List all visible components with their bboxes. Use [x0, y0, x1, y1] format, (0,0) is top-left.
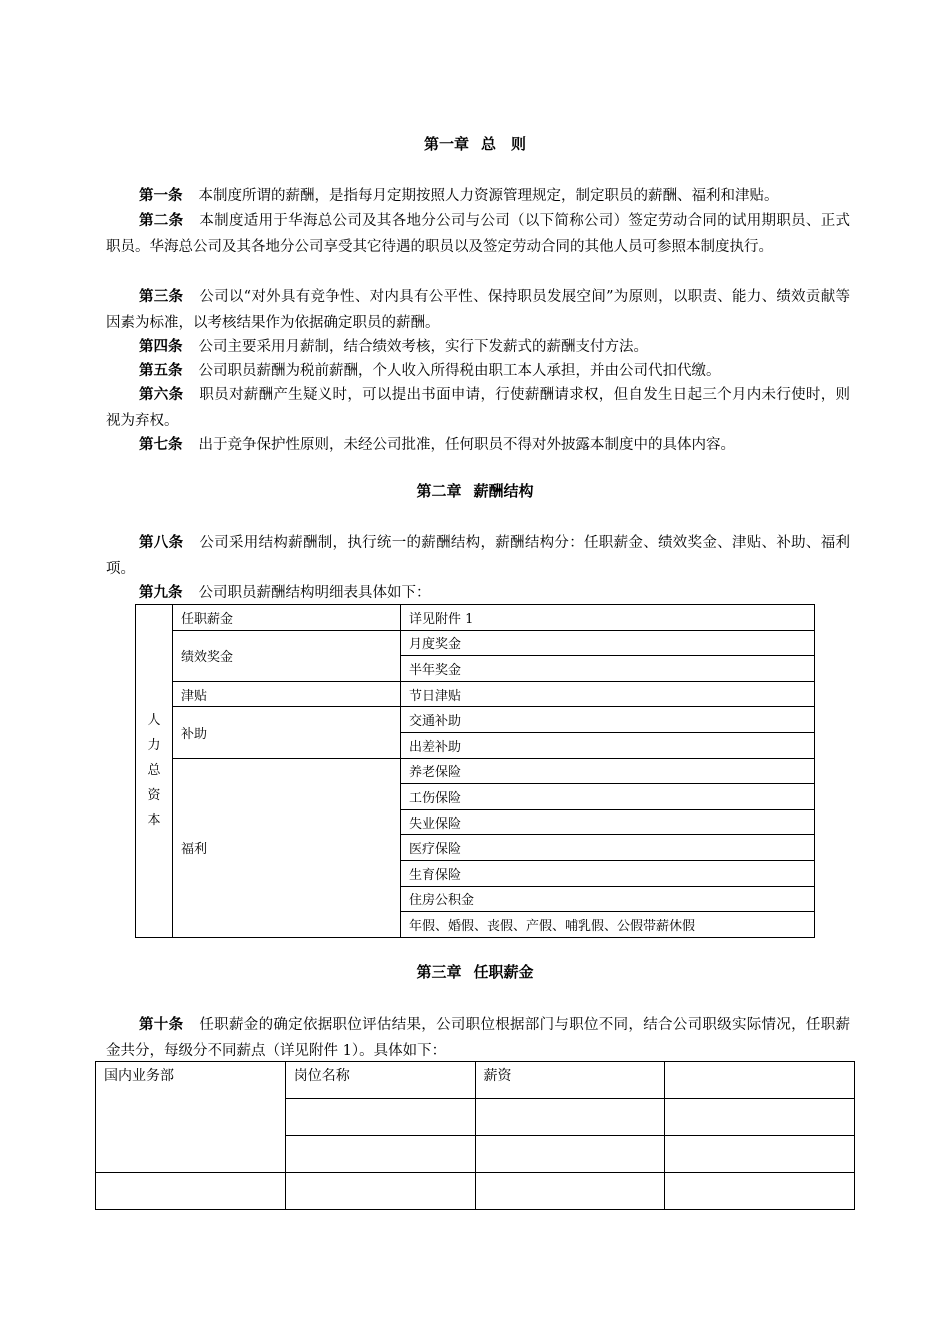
- category-cell: 补助: [173, 707, 401, 758]
- item-cell: 生育保险: [401, 860, 815, 886]
- table-cell: [665, 1099, 855, 1136]
- table-cell: [285, 1136, 475, 1173]
- salary-grade-table: [95, 1061, 855, 1210]
- salary-header: 薪资: [475, 1062, 665, 1099]
- item-cell: 失业保险: [401, 809, 815, 835]
- table-row: [136, 605, 815, 631]
- article-7: 第七条 出于竞争保护性原则，未经公司批准，任何职员不得对外披露本制度中的具体内容。: [139, 436, 735, 453]
- salary-structure-table: [135, 604, 815, 938]
- item-cell: 出差补助: [401, 732, 815, 758]
- item-cell: 详见附件 1: [401, 605, 815, 631]
- table-cell: [475, 1099, 665, 1136]
- article-1: 第一条 本制度所谓的薪酬，是指每月定期按照人力资源管理规定，制定职员的薪酬、福利和津贴。: [139, 187, 779, 204]
- table-cell: [665, 1136, 855, 1173]
- item-cell: 工伤保险: [401, 784, 815, 810]
- item-cell: 节日津贴: [401, 681, 815, 707]
- article-8: 第八条 公司采用结构薪酬制，执行统一的薪酬结构，薪酬结构分：任职薪金、绩效奖金、津贴、补助、福利项。: [106, 534, 851, 577]
- article-10: 第十条 任职薪金的确定依据职位评估结果，公司职位根据部门与职位不同，结合公司职级实际情况，任职薪金共分，每级分不同薪点（详见附件 1）。具体如下：: [106, 1016, 851, 1059]
- root-category-cell: 人 力 总 资 本: [136, 605, 173, 938]
- table-cell: [475, 1173, 665, 1210]
- table-row: [96, 1062, 855, 1099]
- item-cell: 交通补助: [401, 707, 815, 733]
- table-row: [136, 707, 815, 733]
- item-cell: 医疗保险: [401, 835, 815, 861]
- category-cell: 任职薪金: [173, 605, 401, 631]
- item-cell: 半年奖金: [401, 656, 815, 682]
- extra-header: [665, 1062, 855, 1099]
- item-cell: 住房公积金: [401, 886, 815, 912]
- table-row: [136, 630, 815, 656]
- category-cell: 津贴: [173, 681, 401, 707]
- item-cell: 养老保险: [401, 758, 815, 784]
- article-3: 第三条 公司以“对外具有竞争性、对内具有公平性、保持职员发展空间”为原则，以职责、能力、绩效贡献等因素为标准，以考核结果作为依据确定职员的薪酬。: [106, 288, 850, 331]
- table-cell: [285, 1173, 475, 1210]
- chapter-3-heading: 第三章 任职薪金: [416, 963, 534, 981]
- table-row: [136, 758, 815, 784]
- chapter-2-heading: 第二章 薪酬结构: [416, 482, 534, 500]
- article-4: 第四条 公司主要采用月薪制，结合绩效考核，实行下发薪式的薪酬支付方法。: [139, 338, 648, 355]
- position-header: 岗位名称: [285, 1062, 475, 1099]
- table-cell: [285, 1099, 475, 1136]
- item-cell: 月度奖金: [401, 630, 815, 656]
- category-cell: 绩效奖金: [173, 630, 401, 681]
- table-row: [96, 1173, 855, 1210]
- article-9: 第九条 公司职员薪酬结构明细表具体如下：: [139, 584, 431, 601]
- article-6: 第六条 职员对薪酬产生疑义时，可以提出书面申请，行使薪酬请求权，但自发生日起三个月内未行使时，则视为弃权。: [106, 386, 851, 429]
- article-5: 第五条 公司职员薪酬为税前薪酬，个人收入所得税由职工本人承担，并由公司代扣代缴。: [139, 362, 721, 379]
- chapter-1-heading: 第一章 总 则: [423, 135, 527, 153]
- table-row: [136, 681, 815, 707]
- department-cell: 国内业务部: [96, 1062, 286, 1173]
- item-cell: 年假、婚假、丧假、产假、哺乳假、公假带薪休假: [401, 912, 815, 938]
- table-cell: [475, 1136, 665, 1173]
- table-cell: [665, 1173, 855, 1210]
- category-cell: 福利: [173, 758, 401, 937]
- article-2: 第二条 本制度适用于华海总公司及其各地分公司与公司（以下简称公司）签定劳动合同的试用期职员、正式职员。华海总公司及其各地分公司享受其它待遇的职员以及签定劳动合同的其他人员可参照本制度执行。: [106, 212, 851, 255]
- table-cell: [96, 1173, 286, 1210]
